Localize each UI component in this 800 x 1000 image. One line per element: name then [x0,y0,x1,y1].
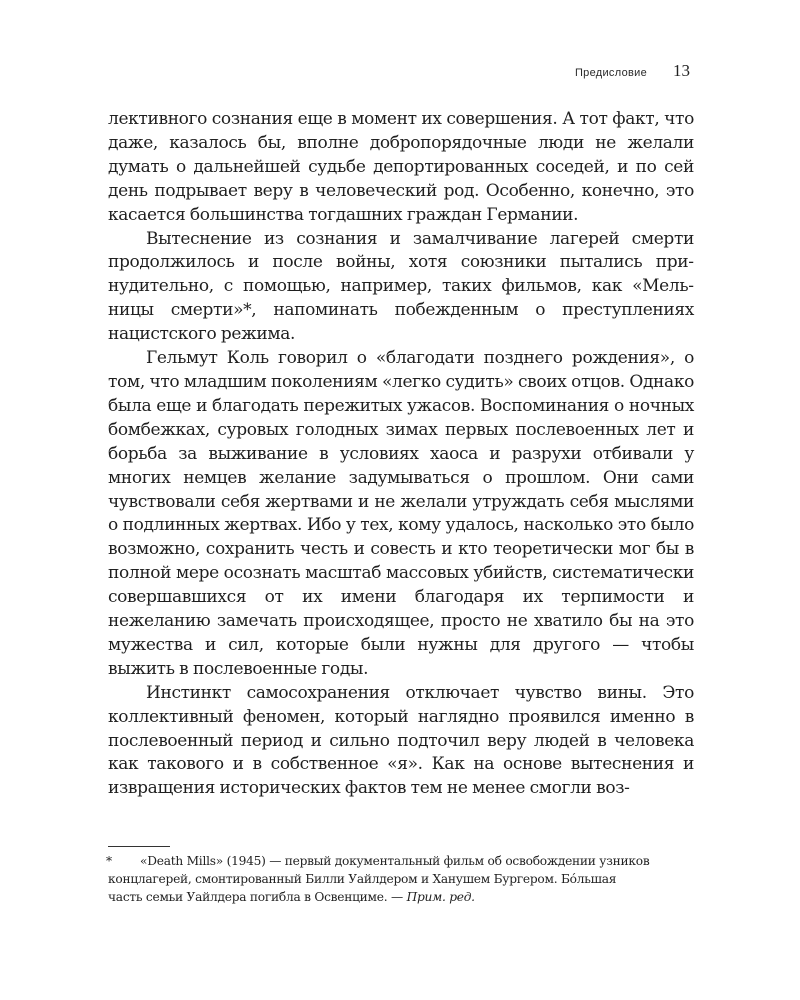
editor-note: Прим. ред. [406,890,475,904]
footnote-divider [108,846,170,847]
footnote-line-1: «Death Mills» (1945) — первый документальный фильм об освобождении узников [140,854,650,868]
paragraph-3: Гельмут Коль говорил о «благодати позднего рождения», о том, что младшим поколениям «легко судить» своих отцов. Однако была еще и благодать пережитых ужасов. Воспоминания о ночных бомбежках, суровых голодных зимах первых послевоенных лет и борьба за выживание в условиях хаоса и разрухи отбивали у многих немцев желание задумываться о прошлом. Они сами чувствовали себя жертвами и не желали утруждать себя мыслями о подлинных жертвах. Ибо у тех, кому удалось, насколько это было возможно, сохранить честь и совесть и кто теоретически мог бы в полной мере осознать масштаб массовых убийств, систематически совершавшихся от их имени благодаря их терпимости и нежеланию замечать происходящее, просто не хватило бы на это мужества и сил, которые были нужны для другого — чтобы выжить в послевоенные годы. [108,348,694,679]
body-text [108,108,694,801]
footnote-marker: * [106,854,112,868]
footnote-body [108,852,694,906]
footnote [108,852,694,906]
footnote-line-3 [108,888,694,906]
running-head: Предисловие [574,67,647,79]
page-number: 13 [673,61,690,80]
paragraph-2: Вытеснение из сознания и замалчивание лагерей смерти продолжилось и после войны, хотя союзники пытались принудительно, с помощью, например, таких фильмов, как «Мельницы смерти»*, напоминать побежденным о преступлениях нацистского режима. [108,228,694,345]
paragraph-4: Инстинкт самосохранения отключает чувство вины. Это коллективный феномен, который наглядно проявился именно в послевоенный период и сильно подточил веру людей в человека как такового и в собственное «я». Как на основе вытеснения и извращения исторических фактов тем не менее смогли воз- [108,682,694,799]
paragraph-1: лективного сознания еще в момент их совершения. А тот факт, что даже, казалось бы, вполне добропорядочные люди не желали думать о дальнейшей судьбе депортированных соседей, и по сей день подрывает веру в человеческий род. Особенно, конечно, это касается большинства тогдашних граждан Германии. [108,109,694,225]
page-header [575,61,690,81]
footnote-line-2: концлагерей, смонтированный Билли Уайлдером и Ханушем Бургером. Бóльшая [108,872,617,886]
footnote-line-3-text: часть семьи Уайлдера погибла в Освенциме. — [108,890,403,904]
